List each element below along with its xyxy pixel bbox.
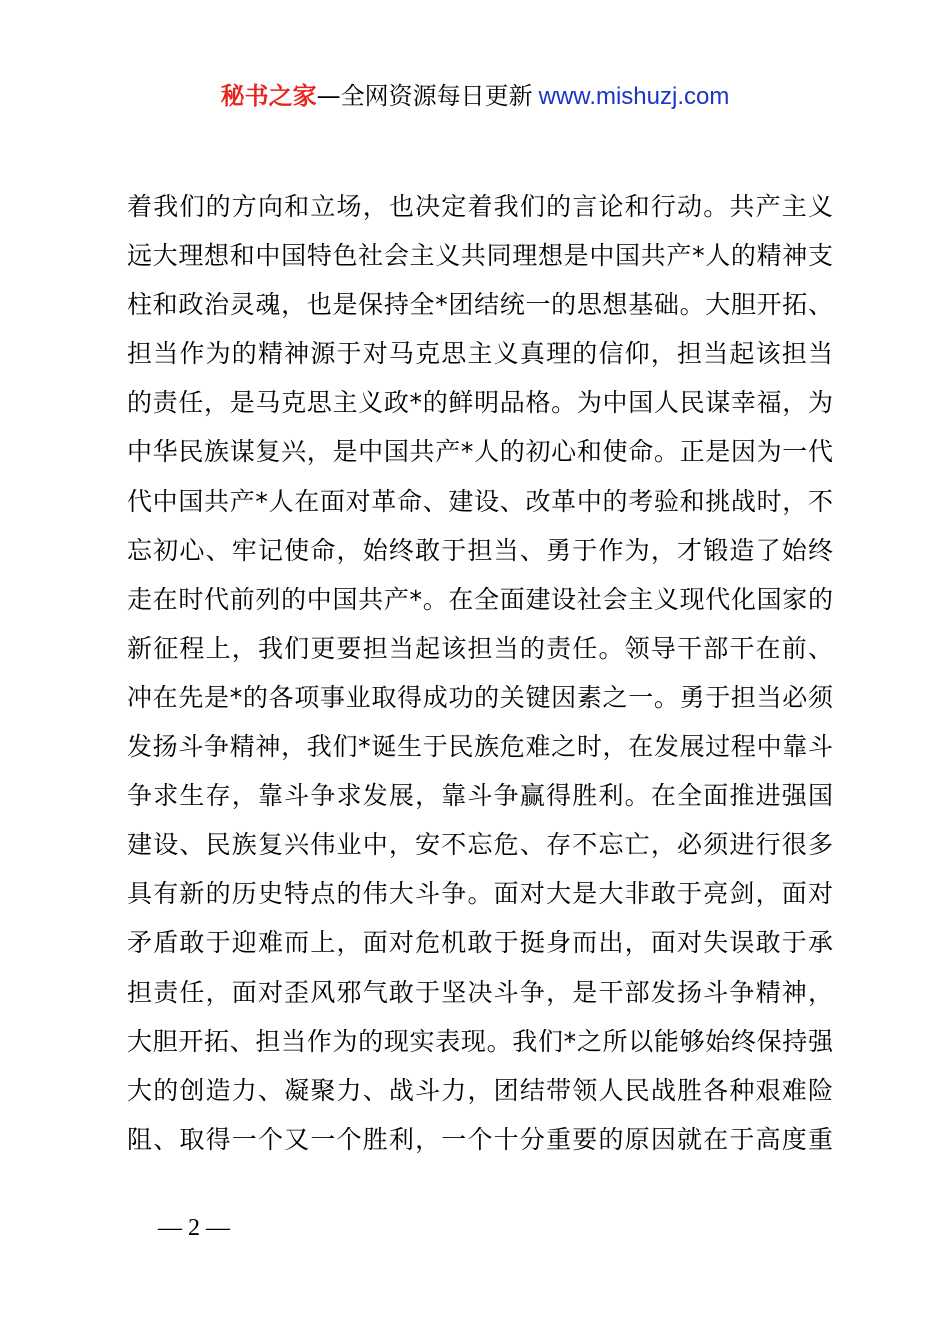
brand-name: 秘书之家 [220,82,317,110]
body-line: 的责任，是马克思主义政*的鲜明品格。为中国人民谋幸福，为 [127,388,833,418]
body-line: 具有新的历史特点的伟大斗争。面对大是大非敢于亮剑，面对 [127,879,833,909]
body-line: 走在时代前列的中国共产*。在全面建设社会主义现代化国家的 [127,584,833,614]
body-line: 中华民族谋复兴，是中国共产*人的初心和使命。正是因为一代 [127,437,833,467]
body-line: 新征程上，我们更要担当起该担当的责任。领导干部干在前、 [127,633,833,663]
body-line: 担责任，面对歪风邪气敢于坚决斗争，是干部发扬斗争精神， [127,977,833,1007]
body-line: 建设、民族复兴伟业中，安不忘危、存不忘亡，必须进行很多 [127,830,833,860]
body-line: 远大理想和中国特色社会主义共同理想是中国共产*人的精神支 [127,241,833,271]
body-line: 阻、取得一个又一个胜利，一个十分重要的原因就在于高度重 [127,1124,833,1154]
body-line: 着我们的方向和立场，也决定着我们的言论和行动。共产主义 [127,192,833,221]
document-body [127,182,833,1164]
body-line: 发扬斗争精神，我们*诞生于民族危难之时，在发展过程中靠斗 [127,732,833,762]
body-line: 争求生存，靠斗争求发展，靠斗争赢得胜利。在全面推进强国 [127,781,833,811]
body-line: 冲在先是*的各项事业取得成功的关键因素之一。勇于担当必须 [127,682,833,712]
body-line: 代中国共产*人在面对革命、建设、改革中的考验和挑战时，不 [127,486,833,516]
body-line: 柱和政治灵魂，也是保持全*团结统一的思想基础。大胆开拓、 [127,290,833,320]
site-url-link[interactable]: www.mishuzj.com [538,83,730,110]
body-line: 忘初心、牢记使命，始终敢于担当、勇于作为，才锻造了始终 [127,535,833,565]
body-line: 矛盾敢于迎难而上，面对危机敢于挺身而出，面对失误敢于承 [127,928,833,958]
header-tagline: —全网资源每日更新 [316,82,533,110]
body-line: 大的创造力、凝聚力、战斗力，团结带领人民战胜各种艰难险 [127,1075,833,1105]
body-line: 大胆开拓、担当作为的现实表现。我们*之所以能够始终保持强 [127,1026,833,1056]
body-line: 担当作为的精神源于对马克思主义真理的信仰，担当起该担当 [127,339,833,369]
page-header [0,80,950,113]
page-number: — 2 — [158,1215,230,1241]
